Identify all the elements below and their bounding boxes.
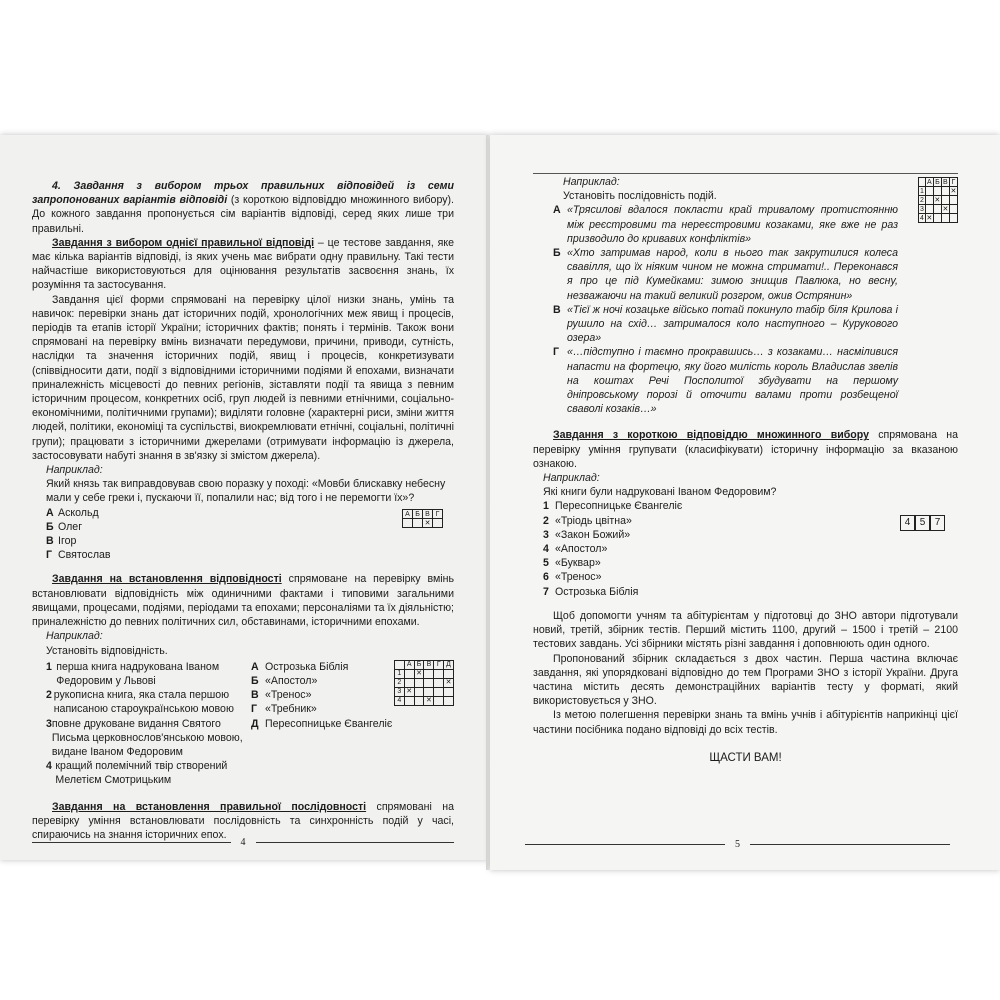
footer-rule (525, 844, 725, 845)
example-1-block (32, 463, 454, 562)
multi-option (543, 556, 958, 570)
answer-digit: 7 (930, 515, 945, 531)
option-text: Острозька Біблія (555, 585, 639, 598)
item-text: Пересопницьке Євангеліє (265, 717, 393, 730)
option-letter: Б (46, 520, 54, 533)
grid-row-label: 4 (919, 214, 924, 222)
page-number: 5 (735, 839, 740, 850)
grid-row-label: 1 (919, 187, 924, 195)
item-text: «Тренос» (265, 689, 312, 702)
matching-right-item (251, 717, 396, 731)
sequence-item (553, 303, 898, 346)
grid-cell-marked: ✕ (942, 205, 949, 213)
sequence-item (553, 345, 898, 416)
single-choice-title: Завдання з вибором однієї правильної відповіді (52, 236, 315, 249)
sequence-text: спрямовані на перевірку уміння встановлювати послідовність та синхронність подій у часі, спираючись на знання історичних епох. (32, 800, 454, 841)
matching-title: Завдання на встановлення відповідності (52, 573, 282, 586)
multi-option (543, 528, 958, 542)
grid-row-label: 2 (395, 678, 405, 687)
footer-rule (750, 844, 950, 845)
grid-cell (403, 519, 413, 528)
left-page-footer (32, 837, 454, 848)
example-4-label: Наприклад: (543, 472, 600, 485)
item-text: рукописна книга, яка стала першою написаною староукраїнською мовою (53, 689, 234, 716)
grid-header: В (424, 660, 434, 669)
matching-left-item (46, 717, 251, 760)
item-text: повне друковане видання Святого Письма церковнослов'янською мовою, видане Іваном Федоровим (51, 717, 243, 758)
option-text: «Тренос» (555, 571, 602, 584)
intro-paragraph-3: Із метою полегшення перевірки знань та вмінь учнів і абітурієнтів наприкінці цієї частини посібника подано відповіді до всіх тестів. (533, 709, 958, 736)
intro-paragraph-1: Щоб допомогти учням та абітурієнтам у підготовці до ЗНО автори підготували новий, третій, збірник тестів. Перший містить 1100, другий – 1500 і третій – 2100 тестових завдань. Усі збірники містять різні завдання і доповнюють один одного. (533, 609, 958, 651)
item-letter: Г (553, 346, 560, 359)
section-4-heading-tail: (з короткою відповіддю множинного вибору). До кожного завдання пропонується сім варіантів відповіді, серед яких лише три правильні. (32, 194, 454, 235)
example-2-label: Наприклад: (46, 630, 103, 643)
option-text: «Апостол» (555, 543, 608, 556)
option-text: «Буквар» (555, 557, 601, 570)
grid-cell-marked: ✕ (423, 519, 433, 528)
multi-option (543, 585, 958, 599)
item-letter: Б (251, 674, 259, 687)
grid-header: А (926, 178, 932, 186)
option-number: 3 (543, 528, 549, 541)
grid-header: Г (434, 660, 444, 669)
matching-text: спрямоване на перевірку вмінь встановлювати відповідність між одиничними фактами і типовими загальними явищами, процесами, подіями, періодами та епохами; персоналіями та їх діяльністю; приналежністю до певних політичних сил, обставинами, історичними епохами. (32, 573, 454, 629)
matching-right-column (251, 660, 396, 788)
multi-option (543, 499, 958, 513)
matching-paragraph (32, 572, 454, 629)
option-number: 7 (543, 585, 549, 598)
sequence-title: Завдання на встановлення правильної послідовності (52, 800, 367, 813)
option-text: Святослав (58, 549, 111, 562)
option-number: 2 (543, 514, 549, 527)
grid-header: Б (935, 178, 940, 186)
matching-left-item (46, 759, 251, 787)
item-number: 1 (46, 660, 52, 673)
example-1-option (46, 548, 454, 562)
grid-cell-marked: ✕ (406, 688, 413, 696)
item-letter: А (251, 660, 259, 673)
footer-rule (256, 842, 455, 843)
grid-row-label: 4 (395, 696, 405, 705)
grid-header: Б (414, 660, 424, 669)
item-text: «Апостол» (265, 674, 318, 687)
single-choice-text: – це тестове завдання, яке має кілька варіантів відповіді, із яких учень має вибрати одну правильну. Такі тести найчастіше використовуються для оцінювання результатів засвоєння знань, їх розуміння та застосування. (32, 236, 455, 292)
grid-header: Г (433, 510, 443, 519)
grid-row-label: 3 (919, 205, 924, 213)
example-1-answer-grid (402, 509, 443, 528)
matching-right-item (251, 702, 396, 716)
right-page (490, 135, 1000, 870)
multi-option (543, 570, 958, 584)
item-number: 2 (46, 689, 52, 702)
multi-option (543, 542, 958, 556)
item-letter: В (251, 689, 259, 702)
answer-digit: 5 (915, 515, 930, 531)
grid-cell-marked: ✕ (934, 196, 941, 204)
grid-header: Д (444, 660, 454, 669)
example-1-option (46, 520, 454, 534)
answer-digit: 4 (900, 515, 915, 531)
grid-header: Б (413, 510, 423, 519)
sequence-item (553, 203, 898, 246)
option-letter: Г (46, 549, 53, 562)
right-page-footer (525, 839, 950, 850)
grid-cell-marked: ✕ (416, 670, 422, 678)
option-number: 5 (543, 557, 549, 570)
item-text: перша книга надрукована Іваном Федоровим у Львові (56, 660, 220, 687)
top-rule (533, 173, 958, 174)
item-number: 3 (46, 717, 52, 730)
item-text: кращий полемічний твір створений Мелетієм Смотрицьким (55, 760, 228, 787)
item-letter: Д (251, 717, 259, 730)
grid-cell-marked: ✕ (926, 214, 933, 222)
sequence-instruction: Установіть послідовність подій. (563, 190, 717, 203)
grid-cell-marked: ✕ (425, 697, 432, 705)
grid-row-label: 1 (395, 669, 405, 678)
matching-right-item (251, 674, 396, 688)
item-text: «Хто затримав народ, коли в нього так закрутилися колеса свавілля, що їх ніяким чином не можна стримати!.. Переконався я про це під Кумейками: зимою знищив Павлюка, но весну, незважаючи на такий великий розгром, ожив Острянин» (567, 247, 898, 302)
page-number: 4 (240, 837, 246, 848)
section-4-heading: 4. Завдання з вибором трьох правильних відповідей із семи запропонованих варіантів відповіді (32, 180, 454, 207)
grid-header: А (404, 660, 414, 669)
item-letter: В (553, 303, 561, 316)
item-letter: А (553, 204, 561, 217)
grid-header: А (403, 510, 413, 519)
grid-cell (413, 519, 423, 528)
option-letter: В (46, 535, 54, 548)
multi-choice-title: Завдання з короткою відповіддю множинного вибору (553, 429, 869, 442)
grid-corner (919, 178, 926, 187)
intro-paragraph-2: Пропонований збірник складається з двох частин. Перша частина включає завдання, які упорядковані відповідно до тем Програми ЗНО з історії України. Друга частина містить десять демонстраційних варіантів тесту у форматі, який використовується у ЗНО. (533, 652, 958, 708)
grid-header: В (423, 510, 433, 519)
item-letter: Г (251, 703, 258, 716)
sequence-answer-grid (918, 177, 958, 223)
matching-answer-grid (394, 660, 454, 706)
option-text: Аскольд (58, 506, 99, 519)
example-1-question: Який князь так виправдовував свою поразку у поході: «Мовби блискавку небесну мали у себе греки і, пускаючи її, попалили нас; від того і не перемогти їх»? (46, 478, 446, 505)
matching-left-item (46, 688, 251, 716)
grid-cell (433, 519, 443, 528)
section-4-paragraph (32, 179, 454, 236)
single-choice-paragraph (32, 236, 454, 293)
option-text: Олег (58, 520, 83, 533)
matching-right-item (251, 688, 396, 702)
sequence-paragraph (32, 800, 454, 843)
option-number: 1 (543, 500, 549, 513)
grid-cell-marked: ✕ (444, 678, 454, 687)
matching-left-column (46, 660, 251, 788)
example-1-label: Наприклад: (46, 464, 103, 477)
item-number: 4 (46, 760, 52, 773)
footer-rule (32, 842, 231, 843)
matching-example (46, 660, 454, 788)
purpose-paragraph: Завдання цієї форми спрямовані на перевірку цілої низки знань, умінь та навичок: перевірки знань дат історичних подій, хронологічних меж явищ і процесів, періодів та етапів історії України; історичних фактів; понять і термінів. Також вони спрямовані на перевірку вмінь визначати передумови, причини, приводи, сутність, наслідки та значення історичних подій, явищ і процесів, конкретизувати (співвідносити дати, події з відповідними історичними подіями й епохами, визначати приналежність місцевості до певних регіонів, зіставляти події та явища з певним історичним процесом, конкретних осіб, груп людей із певними етнічними, соціально-економічними, політичними групами); виділяти головне (характерні риси, зміни життя людей, політики, економіці та суспільстві, виокремлювати етнічні, соціальні, політичні групи); працювати з історичними джерелами (отримувати інформацію із джерела, застосовувати набуті знання в зв'язку зі змістом джерела). (32, 293, 454, 462)
item-text: «Требник» (265, 703, 317, 716)
grid-row-label: 3 (395, 687, 405, 696)
example-3-label: Наприклад: (563, 176, 620, 188)
grid-header: Г (949, 178, 957, 187)
multi-choice-text: спрямована на перевірку уміння групувати (класифікувати) історичну інформацію за вказаною ознакою. (533, 429, 959, 470)
grid-header: В (943, 178, 948, 186)
multi-choice-question: Які книги були надруковані Іваном Федоровим? (543, 486, 777, 499)
item-letter: Б (553, 247, 561, 260)
option-number: 6 (543, 571, 549, 584)
item-text: Острозька Біблія (265, 660, 349, 673)
left-page-content (32, 179, 454, 842)
option-number: 4 (543, 543, 549, 556)
left-page (0, 135, 488, 860)
multi-choice-options (543, 499, 958, 598)
matching-right-item (251, 660, 396, 674)
grid-corner (395, 660, 405, 669)
closing-wish: ЩАСТИ ВАМ! (709, 751, 782, 764)
option-text: Ігор (58, 535, 77, 548)
right-page-content (533, 175, 958, 765)
option-text: Пересопницьке Євангеліє (555, 500, 683, 513)
option-text: «Закон Божий» (555, 528, 631, 541)
matching-instruction: Установіть відповідність. (46, 644, 168, 657)
option-text: «Тріодь цвітна» (555, 514, 632, 527)
grid-row-label: 2 (919, 196, 924, 204)
multi-choice-paragraph (533, 428, 958, 471)
sequence-item (553, 246, 898, 303)
item-text: «Тієї ж ночі козацьке військо потай покинуло табір біля Крилова і рушило на схід… затрималося коло наступного – Курукового озера» (567, 303, 898, 345)
option-letter: А (46, 506, 54, 519)
matching-left-item (46, 660, 251, 688)
grid-cell-marked: ✕ (950, 187, 957, 195)
multi-option (543, 514, 958, 528)
multi-answer-box (900, 515, 945, 531)
item-text: «…підступно і таємно прокравшись… з козаками… насміливися напасти на фортецю, яку його милість король Владислав звелів на коштах Речі Посполитої збудувати на першому дніпровському порозі й оточити валами проти розбещеної сваволі козаків…» (567, 346, 898, 416)
example-1-option (46, 506, 454, 520)
example-1-option (46, 534, 454, 548)
item-text: «Трясилові вдалося покласти край тривалому протистоянню між реєстровими та нереєстровими козаками, яке вже не раз призводило до кривавих конфліктів» (567, 204, 898, 245)
